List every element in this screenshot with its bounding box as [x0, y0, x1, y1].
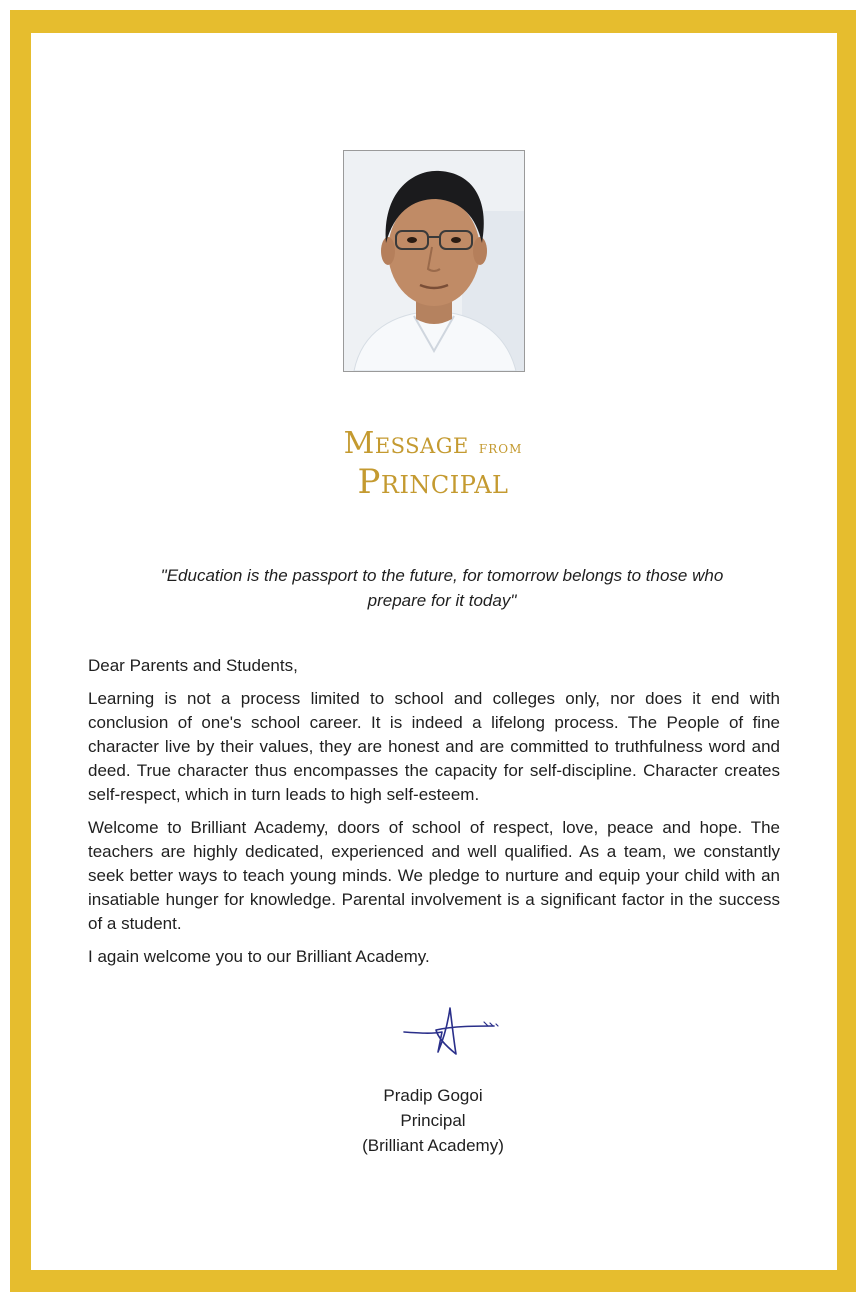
closing-line: I again welcome you to our Brilliant Academy. [88, 947, 430, 966]
paragraph: Learning is not a process limited to school and colleges only, nor does it end with conclusion of one's school career. It is indeed a lifelong process. The People of fine character live by their values, they are honest and are committed to truthfulness word and deed. True character thus encompasses the capacity for self-discipline. Character creates self-respect, which in turn leads to high self-esteem. [88, 689, 780, 804]
quote: "Education is the passport to the future, for tomorrow belongs to those who prepare for it today" [160, 566, 724, 610]
salutation: Dear Parents and Students, [88, 656, 298, 675]
signature [398, 1002, 508, 1064]
title-principal: Principal [357, 462, 509, 502]
signatory-institution: (Brilliant Academy) [362, 1136, 504, 1155]
title-word-message: Message [343, 426, 469, 461]
title-word-from: from [478, 438, 523, 458]
paragraph: Welcome to Brilliant Academy, doors of school of respect, love, peace and hope. The teachers are highly dedicated, experienced and well qualified. As a team, we constantly seek better ways to teach young minds. We pledge to nurture and equip your child with an insatiable hunger for knowledge. Parental involvement is a significant factor in the success of a student. [88, 818, 780, 933]
title-message-from [0, 426, 866, 466]
principal-photo [343, 150, 525, 372]
signatory-designation: Principal [400, 1111, 466, 1130]
signatory-name: Pradip Gogoi [383, 1086, 483, 1105]
portrait-image [344, 151, 524, 371]
letter-body [88, 654, 780, 978]
signatory-block [0, 1083, 866, 1158]
